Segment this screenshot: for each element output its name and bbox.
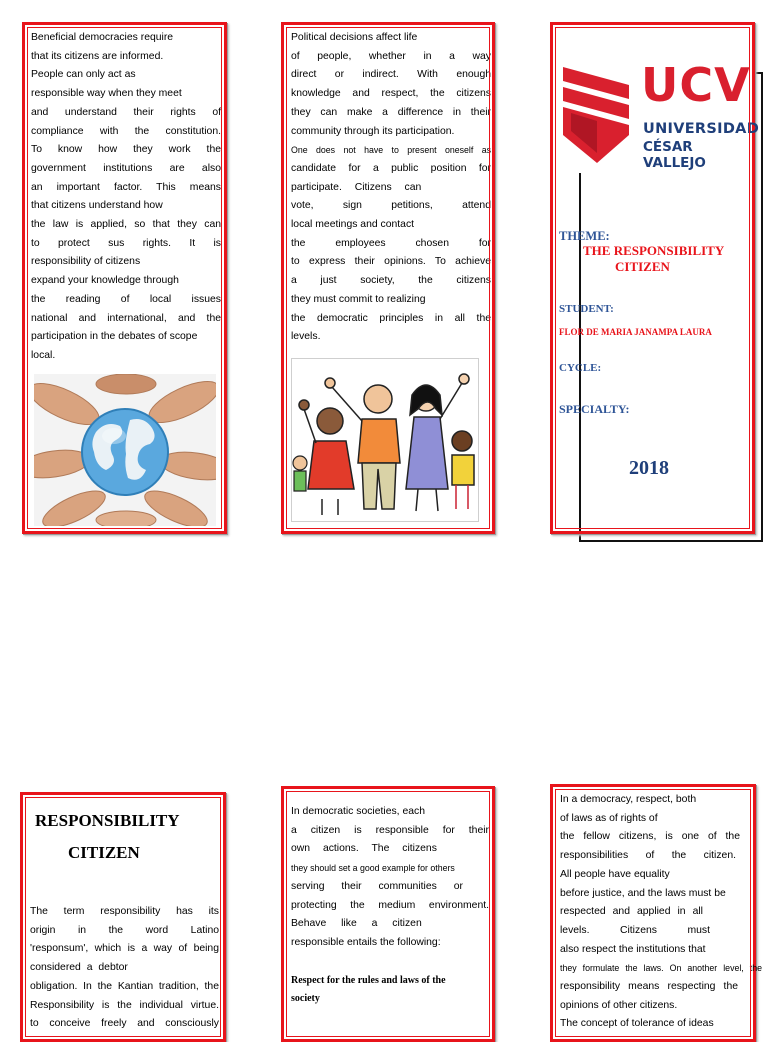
text-line: of laws as of rights of bbox=[560, 812, 658, 824]
panel-respect-democracy bbox=[550, 784, 762, 1042]
text-line: local meetings and contact bbox=[291, 219, 415, 231]
panel5-text bbox=[291, 803, 489, 953]
text-line: responsible way when they meet bbox=[31, 88, 182, 100]
theme-title-line1: THE RESPONSIBILITY bbox=[583, 243, 725, 258]
text-line: People can only act as bbox=[31, 69, 136, 81]
cheering-people-image bbox=[291, 358, 479, 522]
text-line: responsible entails the following: bbox=[291, 936, 441, 948]
text-line: 'responsum', which is a way of being bbox=[30, 943, 219, 955]
text-line: to express their opinions. To achieve bbox=[291, 256, 491, 268]
panel1-text bbox=[31, 29, 221, 366]
student-label: STUDENT: bbox=[559, 303, 614, 315]
text-line: they should set a good example for others bbox=[291, 863, 455, 874]
theme-title-line2: CITIZEN bbox=[615, 259, 670, 274]
logo-abbreviation: UCV bbox=[641, 58, 751, 112]
text-line: In democratic societies, each bbox=[291, 806, 425, 817]
panel2-text bbox=[291, 29, 491, 347]
text-line: that its citizens are informed. bbox=[31, 50, 164, 62]
text-line: responsibilities of the citizen. bbox=[560, 850, 736, 862]
panel-responsibility-intro bbox=[20, 792, 226, 1042]
text-line: responsibility of citizens bbox=[31, 256, 141, 268]
globe-hands-image bbox=[34, 374, 216, 526]
text-line: expand your knowledge through bbox=[31, 275, 179, 287]
panel-political-participation bbox=[281, 22, 495, 534]
text-line: national and international, and the bbox=[31, 312, 221, 324]
text-line: vote, sign petitions, attend bbox=[291, 200, 491, 212]
text-line: of people, whether in a way bbox=[291, 50, 491, 62]
text-line: obligation. In the Kantian tradition, the bbox=[30, 980, 219, 992]
cover-panel bbox=[550, 22, 760, 534]
text-line: also respect the institutions that bbox=[560, 943, 706, 955]
text-line: levels. Citizens must bbox=[560, 924, 710, 936]
text-line: In a democracy, respect, both bbox=[560, 794, 697, 805]
text-line: One does not have to present oneself as bbox=[291, 145, 491, 156]
text-line: local. bbox=[31, 349, 56, 361]
text-line: respected and applied in all bbox=[560, 906, 703, 918]
text-line: Responsibility is the individual virtue. bbox=[30, 999, 219, 1011]
text-line: Beneficial democracies require bbox=[31, 32, 174, 43]
cover-year: 2018 bbox=[629, 457, 669, 479]
text-line: direct or indirect. With enough bbox=[291, 69, 491, 81]
text-line: origin in the word Latino bbox=[30, 924, 219, 936]
panel5-heading-line2: society bbox=[291, 993, 320, 1004]
ucv-shield-logo-icon bbox=[561, 63, 631, 165]
text-line: to protect sus rights. It is bbox=[31, 237, 221, 249]
cover-vertical-rule bbox=[579, 173, 581, 531]
text-line: compliance with the constitution. bbox=[31, 125, 221, 137]
text-line: and understand their rights of bbox=[31, 106, 221, 118]
text-line: participation in the debates of scope bbox=[31, 331, 198, 343]
cycle-label: CYCLE: bbox=[559, 362, 602, 374]
text-line: knowledge and respect, the citizens bbox=[291, 88, 491, 100]
panel-democracy-informed bbox=[22, 22, 227, 534]
text-line: government institutions are also bbox=[31, 162, 221, 174]
text-line: an important factor. This means bbox=[31, 181, 221, 193]
panel4-title-line2: CITIZEN bbox=[68, 843, 140, 862]
text-line: The concept of tolerance of ideas bbox=[560, 1018, 714, 1030]
text-line: Political decisions affect life bbox=[291, 32, 418, 43]
panel4-text bbox=[30, 903, 219, 1034]
student-name: FLOR DE MARIA JANAMPA LAURA bbox=[559, 327, 712, 337]
text-line: levels. bbox=[291, 331, 321, 343]
text-line: community through its participation. bbox=[291, 125, 455, 137]
text-line: the employees chosen for bbox=[291, 237, 491, 249]
text-line: responsibility means respecting the bbox=[560, 981, 738, 993]
text-line: considered a debtor bbox=[30, 962, 128, 974]
text-line: that citizens understand how bbox=[31, 200, 163, 212]
text-line: protecting the medium environment. bbox=[291, 899, 489, 911]
text-line: before justice, and the laws must be bbox=[560, 887, 726, 899]
specialty-label: SPECIALTY: bbox=[559, 402, 630, 416]
text-line: The term responsibility has its bbox=[30, 906, 219, 917]
text-line: To know how they work the bbox=[31, 144, 221, 156]
text-line: All people have equality bbox=[560, 868, 670, 880]
text-line: serving their communities or bbox=[291, 880, 463, 892]
text-line: the reading of local issues bbox=[31, 293, 221, 305]
text-line: a just society, the citizens bbox=[291, 275, 491, 287]
panel5-heading-line1: Respect for the rules and laws of the bbox=[291, 975, 446, 986]
text-line: opinions of other citizens. bbox=[560, 999, 678, 1011]
logo-university-line1: UNIVERSIDAD bbox=[643, 121, 760, 137]
theme-label: THEME: bbox=[559, 229, 610, 243]
panel6-text bbox=[560, 791, 765, 1034]
text-line: to conceive freely and consciously bbox=[30, 1018, 219, 1030]
text-line: the democratic principles in all the bbox=[291, 312, 491, 324]
text-line: the fellow citizens, is one of the bbox=[560, 831, 740, 843]
panel4-title-line1: RESPONSIBILITY bbox=[35, 811, 180, 830]
text-line: the law is applied, so that they can bbox=[31, 219, 221, 231]
text-line: they formulate the laws. On another level, the bbox=[560, 963, 762, 974]
text-line: they can make a difference in their bbox=[291, 106, 491, 118]
text-line: candidate for a public position for bbox=[291, 162, 491, 174]
text-line: Behave like a citizen bbox=[291, 918, 422, 930]
text-line: own actions. The citizens bbox=[291, 843, 437, 855]
text-line: they must commit to realizing bbox=[291, 293, 426, 305]
logo-university-line2: CÉSAR VALLEJO bbox=[643, 139, 706, 171]
text-line: participate. Citizens can bbox=[291, 181, 422, 193]
panel-democratic-societies bbox=[281, 786, 495, 1042]
text-line: a citizen is responsible for their bbox=[291, 824, 489, 836]
